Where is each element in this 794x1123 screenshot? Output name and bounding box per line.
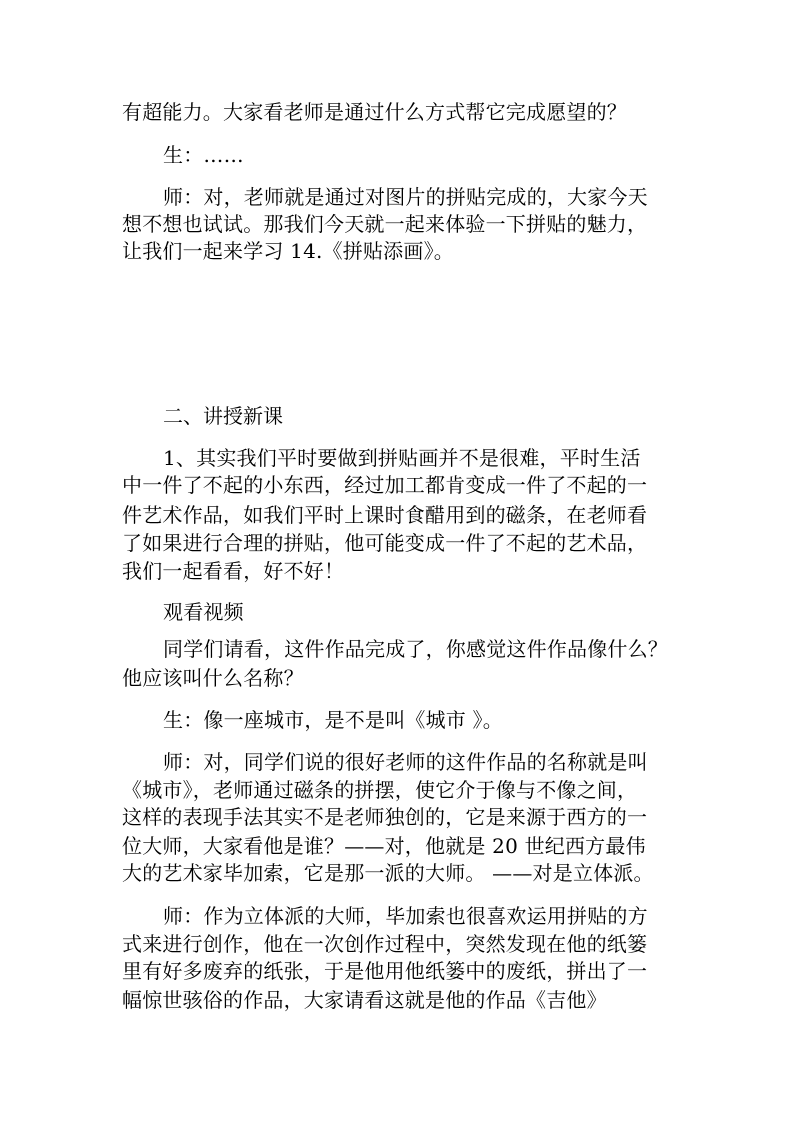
paragraph-line: 有超能力。大家看老师是通过什么方式帮它完成愿望的？	[122, 100, 627, 124]
paragraph-line: 式来进行创作，他在一次创作过程中，突然发现在他的纸篓	[122, 932, 648, 956]
section-heading: 二、讲授新课	[163, 404, 283, 428]
paragraph-line: 想不想也试试。那我们今天就一起来体验一下拼贴的魅力，	[122, 212, 648, 236]
paragraph-line: 让我们一起来学习 14.《拼贴添画》。	[122, 239, 454, 263]
paragraph-line: 件艺术作品，如我们平时上课时食醋用到的磁条，在老师看	[122, 503, 648, 527]
paragraph-line: 位大师，大家看他是谁？——对，他就是 20 世纪西方最伟	[122, 834, 646, 858]
paragraph-line: 生：像一座城市，是不是叫《城市 》。	[163, 708, 503, 732]
paragraph-line: 大的艺术家毕加索，它是那一派的大师。 ——对是立体派。	[122, 861, 654, 885]
paragraph-line: 里有好多废弃的纸张，于是他用他纸篓中的废纸，拼出了一	[122, 959, 648, 983]
paragraph-line: 《城市》，老师通过磁条的拼摆，使它介于像与不像之间，	[122, 778, 638, 802]
paragraph-line: 了如果进行合理的拼贴，他可能变成一件了不起的艺术品，	[122, 531, 648, 555]
paragraph-line: 生：……	[163, 143, 244, 167]
paragraph-line: 观看视频	[163, 600, 244, 624]
paragraph-line: 1、其实我们平时要做到拼贴画并不是很难，平时生活	[163, 446, 641, 470]
paragraph-line: 同学们请看，这件作品完成了，你感觉这件作品像什么？	[163, 637, 668, 661]
paragraph-line: 我们一起看看，好不好！	[122, 559, 345, 583]
paragraph-line: 中一件了不起的小东西，经过加工都肯变成一件了不起的一	[122, 473, 648, 497]
paragraph-line: 师：对，同学们说的很好老师的这件作品的名称就是叫	[163, 750, 648, 774]
paragraph-line: 师：作为立体派的大师，毕加索也很喜欢运用拼贴的方	[163, 904, 648, 928]
paragraph-line: 他应该叫什么名称？	[122, 666, 304, 690]
paragraph-line: 幅惊世骇俗的作品，大家请看这就是他的作品《吉他》	[122, 988, 607, 1012]
paragraph-line: 师：对，老师就是通过对图片的拼贴完成的，大家今天	[163, 185, 648, 209]
paragraph-line: 这样的表现手法其实不是老师独创的，它是来源于西方的一	[122, 805, 648, 829]
